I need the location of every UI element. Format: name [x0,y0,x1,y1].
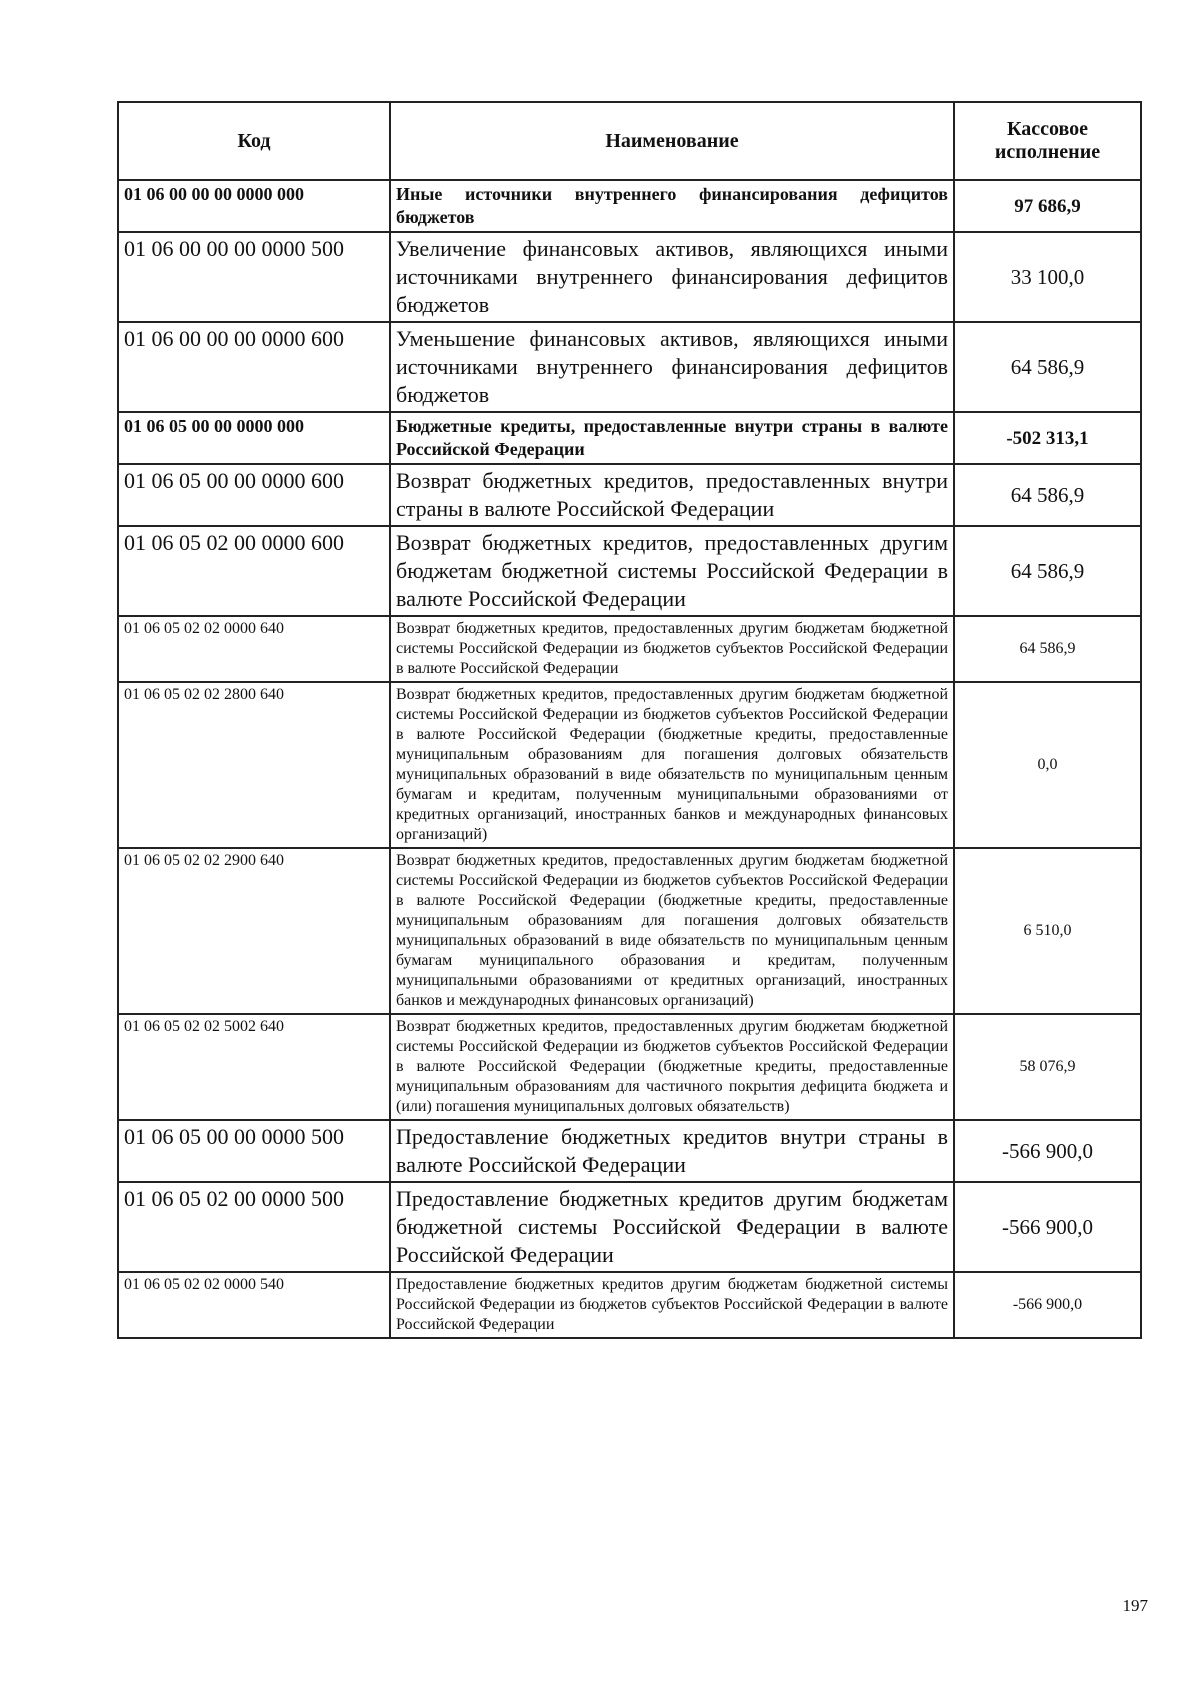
row-code: 01 06 00 00 00 0000 600 [118,322,390,412]
row-amount: 0,0 [954,682,1141,848]
table-row [118,412,1141,464]
row-amount: -502 313,1 [954,412,1141,464]
row-name: Бюджетные кредиты, предоставленные внутри страны в валюте Российской Федерации [390,412,954,464]
row-amount: 64 586,9 [954,616,1141,682]
row-name: Возврат бюджетных кредитов, предоставленных другим бюджетам бюджетной системы Российской Федерации из бюджетов субъектов Российской Федерации в валюте Российской Федерации (бюджетные кредиты, предоставленные муниципальным образованиям для погашения долговых обязательств муниципальных образований в виде обязательств по муниципальным ценным бумагам и кредитам, полученным муниципальными образованиями от кредитных организаций, иностранных банков и международных финансовых организаций) [390,682,954,848]
row-name: Возврат бюджетных кредитов, предоставленных внутри страны в валюте Российской Федерации [390,464,954,526]
table-header-row [118,102,1141,180]
row-name: Возврат бюджетных кредитов, предоставленных другим бюджетам бюджетной системы Российской Федерации из бюджетов субъектов Российской Федерации в валюте Российской Федерации [390,616,954,682]
row-code: 01 06 05 02 02 0000 640 [118,616,390,682]
row-amount: 33 100,0 [954,232,1141,322]
row-name: Возврат бюджетных кредитов, предоставленных другим бюджетам бюджетной системы Российской Федерации из бюджетов субъектов Российской Федерации в валюте Российской Федерации (бюджетные кредиты, предоставленные муниципальным образованиям для частичного покрытия дефицита бюджета и (или) погашения муниципальных долговых обязательств) [390,1014,954,1120]
row-code: 01 06 05 02 00 0000 500 [118,1182,390,1272]
row-name: Предоставление бюджетных кредитов другим бюджетам бюджетной системы Российской Федерации из бюджетов субъектов Российской Федерации в валюте Российской Федерации [390,1272,954,1338]
row-code: 01 06 05 02 02 5002 640 [118,1014,390,1120]
table-row [118,1120,1141,1182]
budget-table [117,101,1142,1339]
row-name: Предоставление бюджетных кредитов внутри страны в валюте Российской Федерации [390,1120,954,1182]
table-row [118,616,1141,682]
table-row [118,464,1141,526]
page-number: 197 [1122,1596,1148,1615]
row-code: 01 06 00 00 00 0000 000 [118,180,390,232]
row-amount: -566 900,0 [954,1120,1141,1182]
row-code: 01 06 05 00 00 0000 000 [118,412,390,464]
table-row [118,526,1141,616]
table-row [118,232,1141,322]
header-code: Код [118,102,390,180]
row-name: Уменьшение финансовых активов, являющихся иными источниками внутреннего финансирования дефицитов бюджетов [390,322,954,412]
row-code: 01 06 05 02 02 2900 640 [118,848,390,1014]
table-row [118,180,1141,232]
row-code: 01 06 05 00 00 0000 500 [118,1120,390,1182]
row-code: 01 06 05 00 00 0000 600 [118,464,390,526]
row-amount: 97 686,9 [954,180,1141,232]
table-row [118,322,1141,412]
row-code: 01 06 05 02 02 2800 640 [118,682,390,848]
table-body [118,180,1141,1338]
row-code: 01 06 05 02 02 0000 540 [118,1272,390,1338]
row-amount: 6 510,0 [954,848,1141,1014]
row-amount: 58 076,9 [954,1014,1141,1120]
row-code: 01 06 00 00 00 0000 500 [118,232,390,322]
table-row [118,1272,1141,1338]
row-amount: 64 586,9 [954,322,1141,412]
row-name: Предоставление бюджетных кредитов другим бюджетам бюджетной системы Российской Федерации в валюте Российской Федерации [390,1182,954,1272]
table-row [118,682,1141,848]
row-name: Возврат бюджетных кредитов, предоставленных другим бюджетам бюджетной системы Российской Федерации из бюджетов субъектов Российской Федерации в валюте Российской Федерации (бюджетные кредиты, предоставленные муниципальным образованиям для погашения долговых обязательств муниципальных образований в виде обязательств по муниципальным ценным бумагам муниципального образования и кредитам, полученным муниципальными образованиями от кредитных организаций, иностранных банков и международных финансовых организаций) [390,848,954,1014]
header-amount: Кассовое исполнение [954,102,1141,180]
row-name: Увеличение финансовых активов, являющихся иными источниками внутреннего финансирования дефицитов бюджетов [390,232,954,322]
table-row [118,1182,1141,1272]
row-amount: 64 586,9 [954,526,1141,616]
row-amount: 64 586,9 [954,464,1141,526]
row-name: Иные источники внутреннего финансирования дефицитов бюджетов [390,180,954,232]
header-name: Наименование [390,102,954,180]
table-row [118,1014,1141,1120]
row-amount: -566 900,0 [954,1182,1141,1272]
row-code: 01 06 05 02 00 0000 600 [118,526,390,616]
row-name: Возврат бюджетных кредитов, предоставленных другим бюджетам бюджетной системы Российской Федерации в валюте Российской Федерации [390,526,954,616]
table-row [118,848,1141,1014]
row-amount: -566 900,0 [954,1272,1141,1338]
